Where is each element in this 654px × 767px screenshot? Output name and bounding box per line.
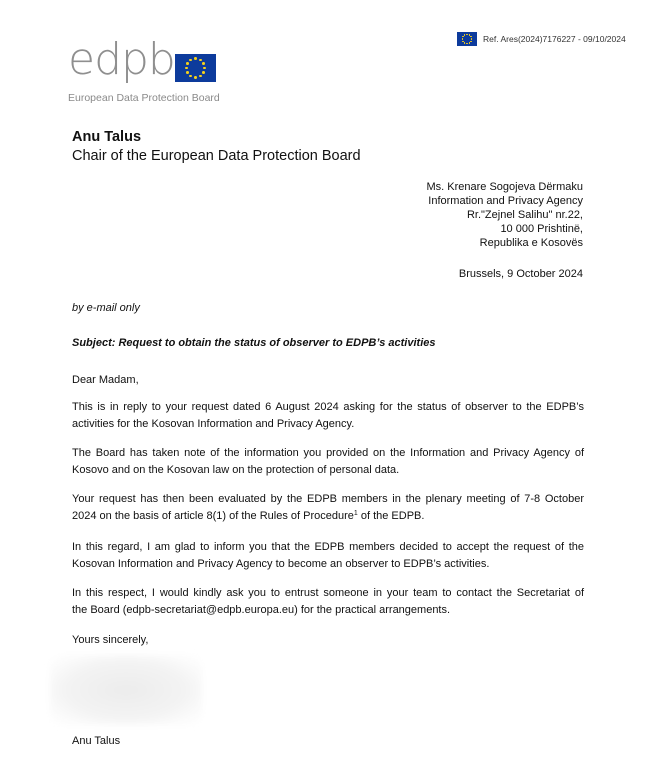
flag-star: [199, 59, 202, 62]
flag-star: [202, 62, 205, 65]
paragraph-2: [72, 445, 584, 478]
address-line: Ms. Krenare Sogojeva Dërmaku: [426, 181, 583, 193]
paragraph-line: Your request has then been evaluated by the EDPB members in the plenary meeting of 7-8 October: [72, 493, 584, 505]
flag-star: [194, 76, 197, 79]
flag-star: [186, 71, 189, 74]
flag-star: [470, 41, 472, 43]
paragraph-line: Kosovo and on the Kosovan law on the protection of personal data.: [72, 463, 400, 476]
paragraph-3: [72, 491, 584, 524]
redacted-signature: [50, 655, 202, 725]
paragraph-1: [72, 399, 584, 432]
eu-flag-icon: [457, 32, 477, 46]
sender-role: Chair of the European Data Protection Board: [72, 148, 361, 164]
address-line: Information and Privacy Agency: [428, 195, 583, 207]
paragraph-line: Kosovan Information and Privacy Agency to become an observer to EDPB’s activities.: [72, 557, 490, 570]
paragraph-5: [72, 585, 584, 618]
closing: Yours sincerely,: [72, 634, 149, 646]
flag-star: [189, 75, 192, 78]
flag-star: [462, 41, 464, 43]
paragraph-line: [72, 508, 584, 525]
address-line: Rr."Zejnel Salihu" nr.22,: [466, 209, 583, 221]
edpb-logo: [68, 34, 228, 108]
flag-star: [199, 75, 202, 78]
paragraph-text: of the EDPB.: [357, 509, 425, 522]
flag-star: [466, 43, 468, 45]
address-line: 10 000 Prishtinë,: [500, 223, 583, 235]
flag-star: [470, 36, 472, 38]
flag-star: [194, 57, 197, 60]
paragraph-line: In this respect, I would kindly ask you to entrust someone in your team to contact the Secretariat of: [72, 587, 584, 599]
logo-subtitle: European Data Protection Board: [68, 92, 220, 104]
footnote-marker[interactable]: 1: [353, 509, 358, 517]
subject-line: Subject: Request to obtain the status of observer to EDPB’s activities: [72, 337, 436, 349]
flag-star: [203, 67, 206, 70]
paragraph-line: the Board (edpb-secretariat@edpb.europa.eu) for the practical arrangements.: [72, 603, 451, 616]
flag-star: [189, 59, 192, 62]
reference-text: Ref. Ares(2024)7176227 - 09/10/2024: [483, 34, 626, 44]
reference-stamp: [457, 31, 626, 47]
paragraph-text: 2024 on the basis of article 8(1) of the Rules of Procedure: [72, 509, 354, 522]
flag-star: [186, 62, 189, 65]
flag-star: [464, 34, 466, 36]
paragraph-4: [72, 539, 584, 572]
letter-date: Brussels, 9 October 2024: [458, 268, 583, 280]
flag-star: [466, 34, 468, 36]
delivery-note: by e-mail only: [72, 302, 140, 314]
flag-star: [185, 67, 188, 70]
salutation: Dear Madam,: [72, 374, 139, 386]
flag-star: [462, 38, 464, 40]
flag-star: [471, 38, 473, 40]
paragraph-line: activities for the Kosovan Information and Privacy Agency.: [72, 417, 355, 430]
flag-star: [469, 42, 471, 44]
address-line: Republika e Kosovës: [479, 237, 583, 249]
paragraph-line: In this regard, I am glad to inform you that the EDPB members decided to accept the request of the: [72, 541, 584, 553]
flag-star: [202, 71, 205, 74]
paragraph-line: This is in reply to your request dated 6 August 2024 asking for the status of observer to the EDPB’s: [72, 401, 584, 413]
paragraph-line: The Board has taken note of the information you provided on the Information and Privacy Agency of: [72, 447, 584, 459]
flag-star: [462, 36, 464, 38]
eu-flag-icon: [175, 54, 216, 82]
flag-star: [464, 42, 466, 44]
sender-name: Anu Talus: [72, 129, 142, 145]
signer-name: Anu Talus: [72, 735, 121, 747]
recipient-address: [426, 180, 583, 250]
logo-wordmark: edpb: [68, 34, 175, 85]
